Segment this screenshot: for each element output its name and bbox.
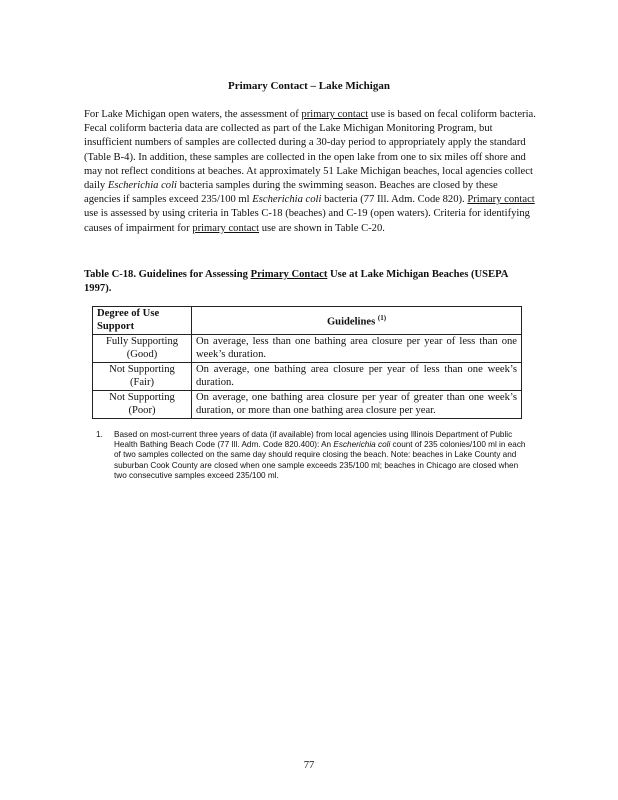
section-heading: Primary Contact – Lake Michigan	[228, 80, 390, 92]
guidelines-table	[92, 306, 522, 419]
para-species-name: Escherichia coli	[107, 180, 177, 192]
table-caption	[84, 268, 534, 296]
degree-cell: Fully Supporting (Good)	[93, 335, 192, 363]
para-text: use is assessed by using criteria in Tables C-18 (beaches) and C-19 (open waters). Criteria for identifying causes of impairment for	[84, 208, 530, 234]
para-term-primary-contact: primary contact	[301, 109, 369, 120]
para-text: bacteria samples during the swimming season. Beaches are closed by these agencies if samples exceed 235/100 ml	[84, 180, 498, 206]
table-row	[93, 335, 522, 363]
para-text: use are shown in Table C-20.	[259, 222, 385, 234]
guideline-cell: On average, one bathing area closure per year of less than one week’s duration.	[192, 363, 522, 391]
caption-text: Use at Lake Michigan Beaches (USEPA 1997).	[84, 269, 508, 294]
footnote-text	[114, 430, 528, 481]
footnote-text-part: count of 235 colonies/100 ml in each of two samples collected on the same day should require closing the beach. Note: beaches in Lake County and suburban Cook County are closed when one sample exceeds 235/100 ml; beaches in Chicago are closed when two consecutive samples exceed 235/100 ml.	[114, 440, 526, 480]
table-footnote	[96, 430, 528, 481]
header-guidelines	[192, 307, 522, 335]
degree-cell: Not Supporting (Fair)	[93, 363, 192, 391]
footnote-species-name: Escherichia coli	[333, 440, 391, 450]
para-text: bacteria (77 Ill. Adm. Code 820).	[321, 194, 468, 206]
para-term-primary-contact: primary contact	[192, 222, 260, 234]
header-degree-of-use-support: Degree of Use Support	[93, 307, 192, 335]
para-text: use is based on fecal coliform bacteria. Fecal coliform bacteria data are collected as part of the Lake Michigan Monitoring Program, but insufficient numbers of samples are collected during a 30-day period to appropriately apply the standard (Table B-4). In addition, these samples are collected in the open lake from one to six miles off shore and may not reflect conditions at beaches. At approximately 51 Lake Michigan beaches, local agencies collect daily	[84, 109, 536, 192]
caption-text: Table C-18. Guidelines for Assessing	[84, 269, 251, 280]
body-paragraph	[84, 108, 536, 236]
guideline-cell: On average, less than one bathing area closure per year of less than one week’s duration.	[192, 335, 522, 363]
para-text: For Lake Michigan open waters, the assessment of	[84, 109, 302, 120]
degree-cell: Not Supporting (Poor)	[93, 391, 192, 419]
guideline-cell: On average, one bathing area closure per year of greater than one week’s duration, or more than one bathing area closure per year.	[192, 391, 522, 419]
page-number: 77	[303, 760, 315, 771]
table-row	[93, 391, 522, 419]
para-term-primary-contact: Primary contact	[467, 194, 535, 206]
para-species-name: Escherichia coli	[252, 194, 322, 206]
table-row	[93, 363, 522, 391]
footnote-text-part: Based on most-current three years of data (if available) from local agencies using Illinois Department of Public Health Bathing Beach Code (77 Ill. Adm. Code 820.400): An	[114, 430, 513, 450]
footnote-ref: (1)	[377, 313, 387, 322]
header-guidelines-label: Guidelines	[326, 316, 376, 328]
caption-term: Primary Contact	[250, 269, 328, 280]
table-header-row	[93, 307, 522, 335]
footnote-number: 1.	[96, 430, 103, 439]
